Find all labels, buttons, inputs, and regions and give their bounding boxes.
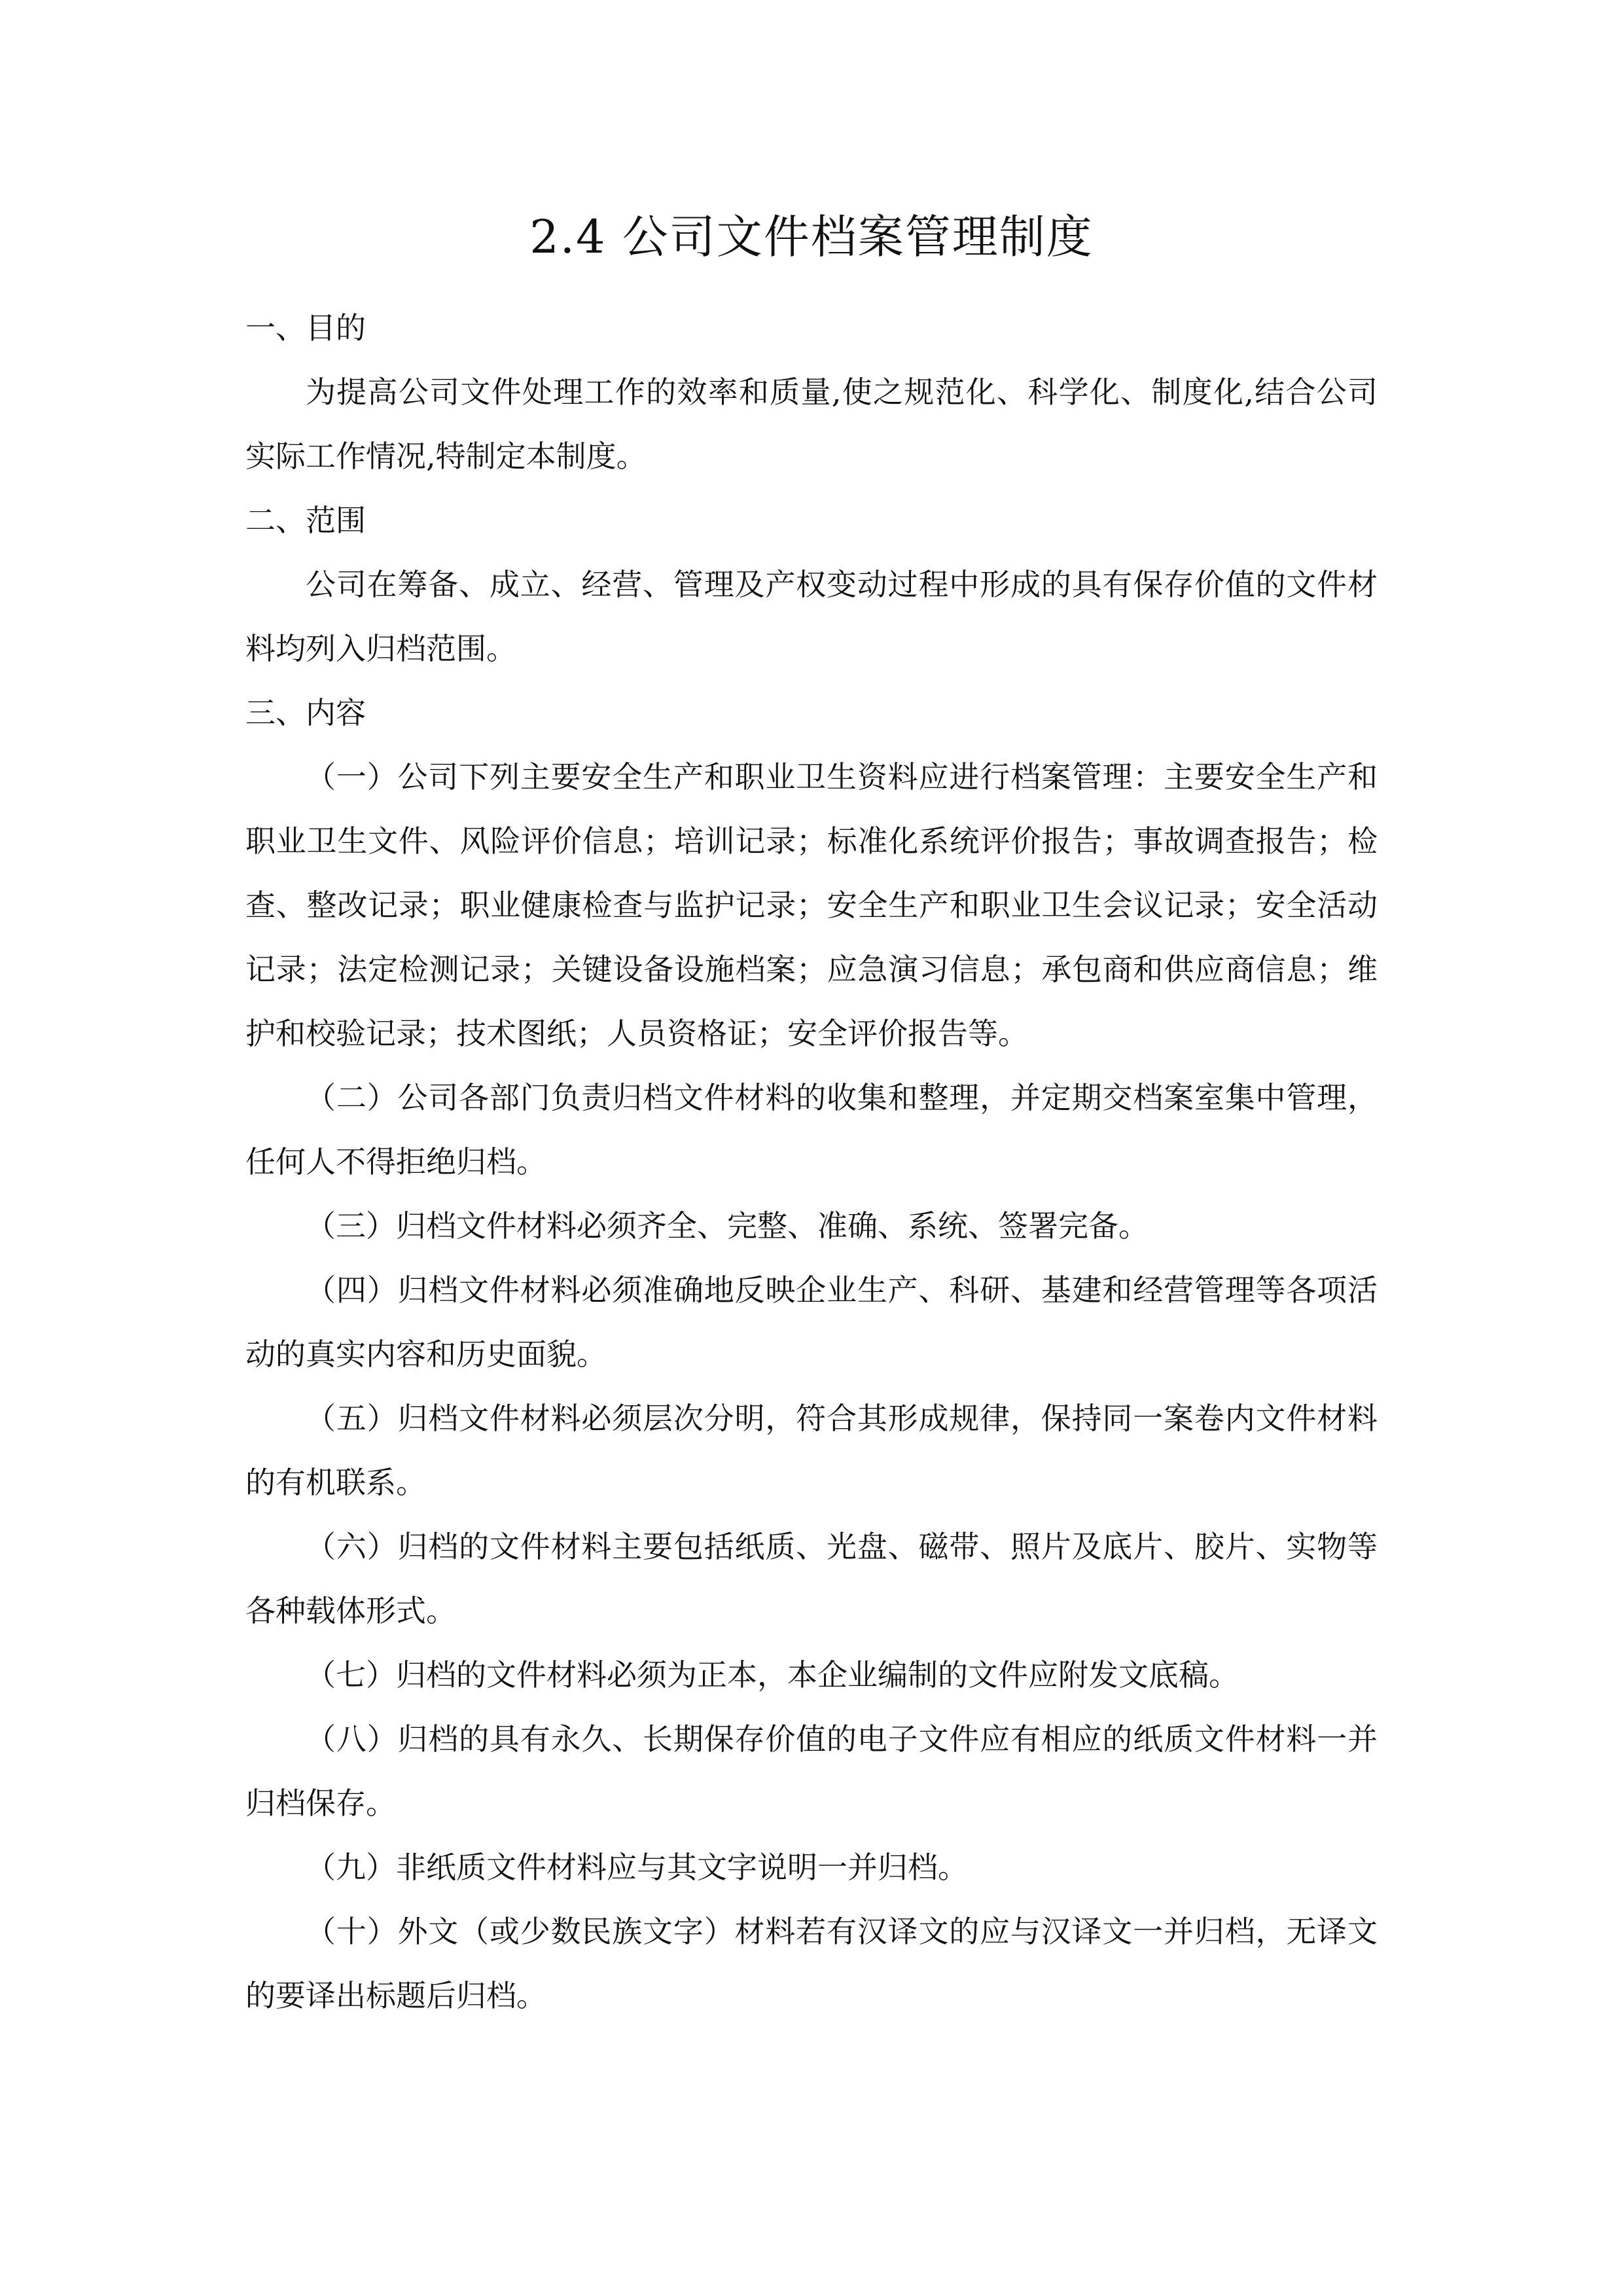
content-item-6: （六）归档的文件材料主要包括纸质、光盘、磁带、照片及底片、胶片、实物等各种载体形式。 bbox=[245, 1529, 1378, 1628]
content-item-10: （十）外文（或少数民族文字）材料若有汉译文的应与汉译文一并归档，无译文的要译出标题后归档。 bbox=[245, 1914, 1378, 2013]
content-item-1: （一）公司下列主要安全生产和职业卫生资料应进行档案管理：主要安全生产和职业卫生文件、风险评价信息；培训记录；标准化系统评价报告；事故调查报告；检查、整改记录；职业健康检查与监护记录；安全生产和职业卫生会议记录；安全活动记录；法定检测记录；关键设备设施档案；应急演习信息；承包商和供应商信息；维护和校验记录；技术图纸；人员资格证；安全评价报告等。 bbox=[245, 759, 1378, 1051]
content-item-8: （八）归档的具有永久、长期保存价值的电子文件应有相应的纸质文件材料一并归档保存。 bbox=[245, 1721, 1378, 1821]
paragraph: 公司在筹备、成立、经营、管理及产权变动过程中形成的具有保存价值的文件材料均列入归档范围。 bbox=[245, 567, 1378, 666]
content-item-9: （九）非纸质文件材料应与其文字说明一并归档。 bbox=[306, 1850, 968, 1885]
content-item-7: （七）归档的文件材料必须为正本，本企业编制的文件应附发文底稿。 bbox=[306, 1657, 1239, 1693]
content-item-2: （二）公司各部门负责归档文件材料的收集和整理，并定期交档案室集中管理，任何人不得拒绝归档。 bbox=[245, 1080, 1378, 1179]
section-heading-scope: 二、范围 bbox=[245, 503, 366, 538]
section-heading-purpose: 一、目的 bbox=[245, 310, 366, 346]
document-title: 2.4 公司文件档案管理制度 bbox=[529, 210, 1094, 264]
section-heading-content: 三、内容 bbox=[245, 695, 366, 730]
document-page bbox=[245, 209, 1378, 2028]
content-item-4: （四）归档文件材料必须准确地反映企业生产、科研、基建和经营管理等各项活动的真实内容和历史面貌。 bbox=[245, 1272, 1378, 1372]
content-item-3: （三）归档文件材料必须齐全、完整、准确、系统、签署完备。 bbox=[306, 1208, 1149, 1244]
paragraph: 为提高公司文件处理工作的效率和质量,使之规范化、科学化、制度化,结合公司实际工作情况,特制定本制度。 bbox=[245, 374, 1378, 474]
content-item-5: （五）归档文件材料必须层次分明，符合其形成规律，保持同一案卷内文件材料的有机联系。 bbox=[245, 1401, 1378, 1500]
